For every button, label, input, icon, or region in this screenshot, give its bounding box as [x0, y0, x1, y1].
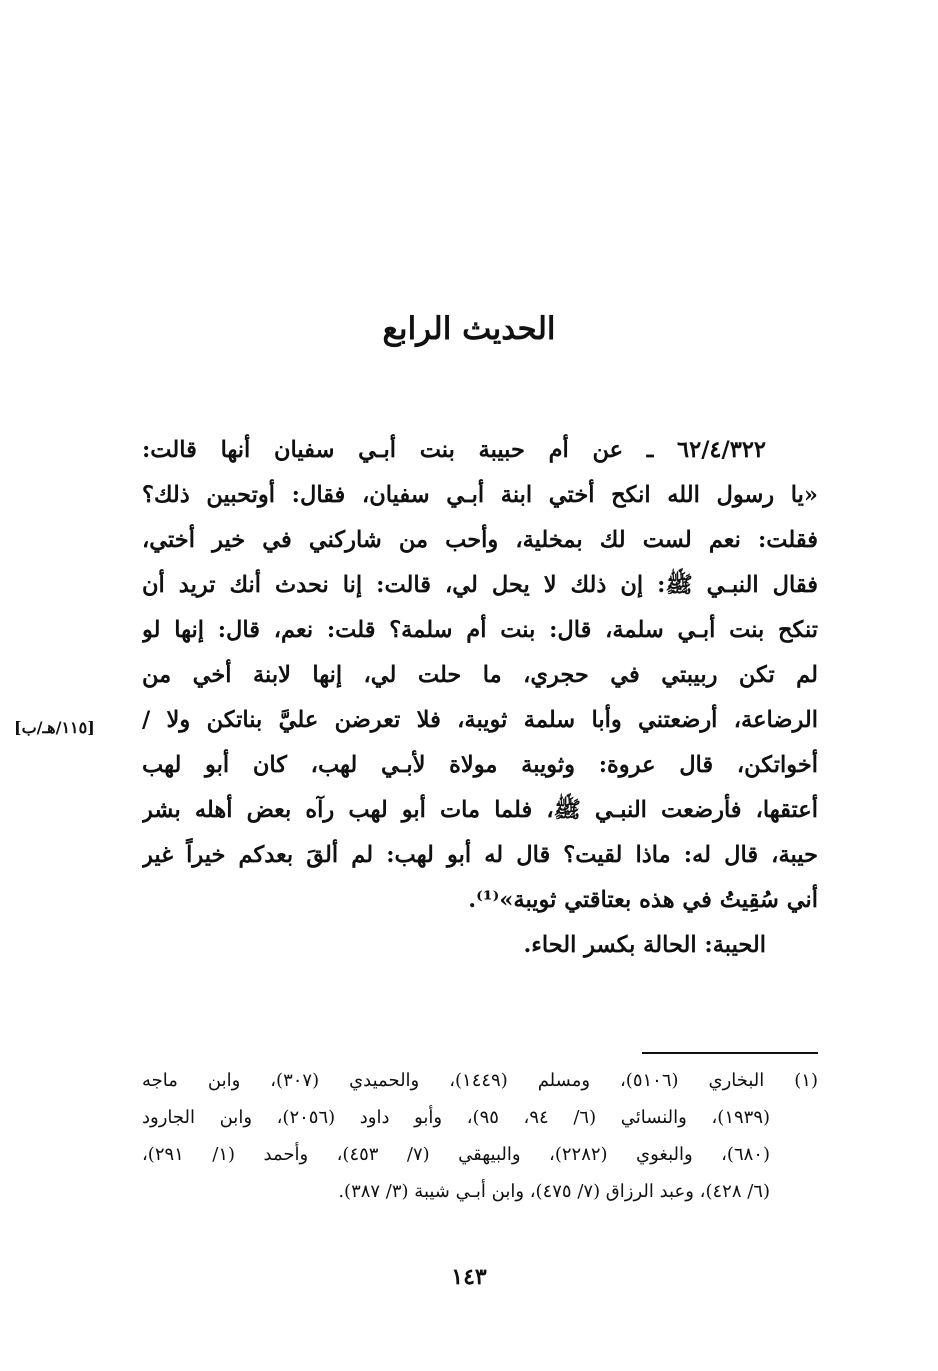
footnote-line: (٦/ ٤٢٨)، وعبد الرزاق (٧/ ٤٧٥)، وابن أبـي شيبة (٣/ ٣٨٧).: [338, 1181, 770, 1202]
hadith-line: أعتقها، فأرضعت النبـي ﷺ، فلما مات أبو لهب رآه بعض أهله بشر: [142, 797, 818, 823]
hadith-text: [142, 428, 818, 968]
hadith-line: «يا رسول الله انكح أختي ابنة أبـي سفيان، فقال: أوتحبين ذلك؟: [142, 482, 818, 508]
footnote-line: (٦٨٠)، والبغوي (٢٢٨٢)، والبيهقي (٧/ ٤٥٣)، وأحمد (١/ ٢٩١)،: [142, 1144, 770, 1165]
footnote-line: (١) البخاري (٥١٠٦)، ومسلم (١٤٤٩)، والحميدي (٣٠٧)، وابن ماجه: [142, 1070, 818, 1091]
footnote-divider: [642, 1052, 818, 1054]
manuscript-margin-reference: [١١٥/هـ/ب]: [14, 718, 95, 737]
hadith-line: أني سُقِيتُ في هذه بعتاقتي ثويبة»⁽¹⁾.: [468, 887, 818, 913]
hadith-line: أخواتكن، قال عروة: وثويبة مولاة لأبـي لهب، كان أبو لهب: [142, 752, 818, 778]
hadith-heading: الحديث الرابع: [382, 311, 556, 347]
explanation-line: الحيبة: الحالة بكسر الحاء.: [523, 932, 766, 958]
hadith-line: حيبة، قال له: ماذا لقيت؟ قال له أبو لهب: لم ألقَ بعدكم خيراً غير: [142, 842, 818, 868]
page-number: ١٤٣: [451, 1264, 487, 1290]
hadith-line: لم تكن ربيبتي في حجري، ما حلت لي، إنها لابنة أخي من: [142, 662, 818, 688]
hadith-line: ٦٢/٤/٣٢٢ ـ عن أم حبيبة بنت أبـي سفيان أنها قالت:: [142, 437, 766, 463]
footnotes: [142, 1062, 818, 1210]
hadith-line: تنكح بنت أبـي سلمة، قال: بنت أم سلمة؟ قلت: نعم، قال: إنها لو: [142, 617, 818, 643]
footnote-line: (١٩٣٩)، والنسائي (٦/ ٩٤، ٩٥)، وأبو داود (٢٠٥٦)، وابن الجارود: [142, 1107, 771, 1128]
hadith-line: فقلت: نعم لست لك بمخلية، وأحب من شاركني في خير أختي،: [142, 527, 818, 553]
hadith-line: الرضاعة، أرضعتني وأبا سلمة ثويبة، فلا تعرضن عليَّ بناتكن ولا /: [142, 707, 818, 733]
hadith-line: فقال النبـي ﷺ: إن ذلك لا يحل لي، قالت: إنا نحدث أنك تريد أن: [142, 572, 818, 598]
